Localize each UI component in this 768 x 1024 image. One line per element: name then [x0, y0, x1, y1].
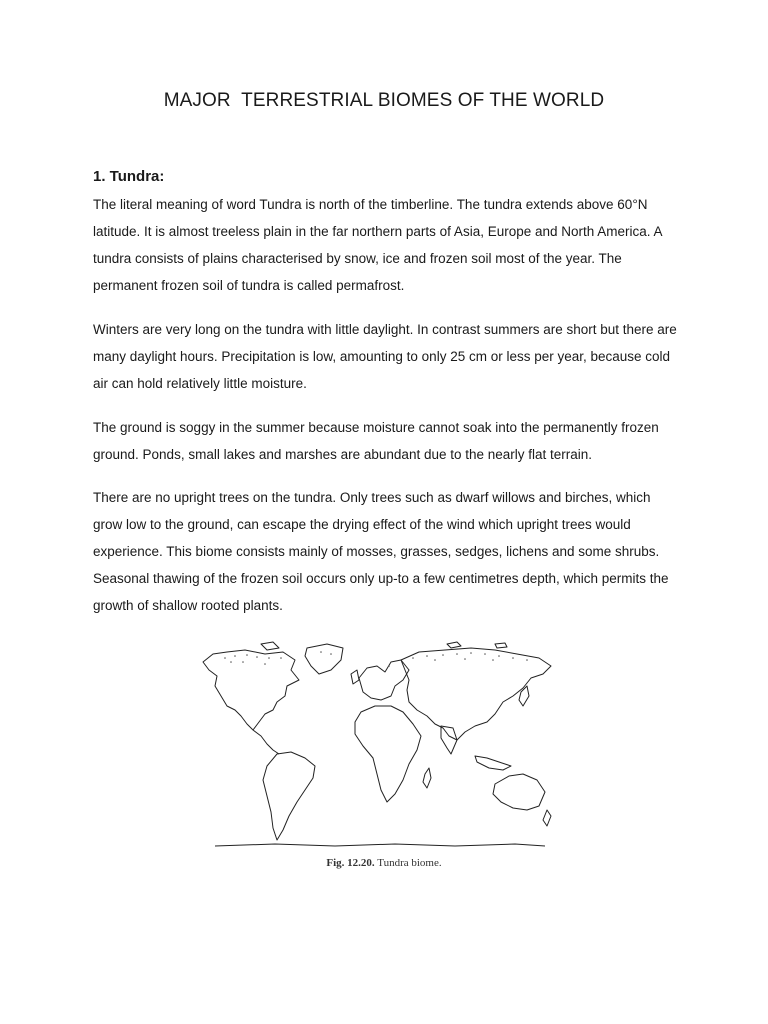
figure-caption	[0, 857, 768, 869]
world-map-figure	[195, 640, 557, 850]
madagascar-outline	[423, 768, 431, 788]
indonesia-outline	[475, 756, 511, 770]
japan-outline	[519, 686, 529, 706]
greenland-outline	[305, 644, 343, 674]
paragraph-3: The ground is soggy in the summer because moisture cannot soak into the permanently frozen ground. Ponds, small lakes and marshes are abundant due to the nearly flat terrain.	[93, 420, 659, 462]
new-zealand-outline	[543, 810, 551, 826]
paragraph-1: The literal meaning of word Tundra is north of the timberline. The tundra extends above 60°N latitude. It is almost treeless plain in the far northern parts of Asia, Europe and North America. A tundra consists of plains characterised by snow, ice and frozen soil most of the year. The permanent frozen soil of tundra is called permafrost.	[93, 197, 662, 293]
australia-outline	[493, 774, 545, 810]
british-isles-outline	[351, 670, 359, 684]
north-america-outline	[203, 650, 299, 730]
section-heading-tundra: 1. Tundra:	[93, 168, 165, 185]
antarctica-outline	[215, 844, 545, 846]
page-title: MAJOR TERRESTRIAL BIOMES OF THE WORLD	[163, 90, 605, 111]
paragraph-4: There are no upright trees on the tundra. Only trees such as dwarf willows and birches, which grow low to the ground, can escape the drying effect of the wind which upright trees would experience. This biome consists mainly of mosses, grasses, sedges, lichens and some shrubs. Seasonal thawing of the frozen soil occurs only up-to a few centimetres depth, which permits the growth of shallow rooted plants.	[93, 490, 669, 613]
africa-outline	[355, 706, 421, 802]
figure-caption-number: Fig. 12.20.	[326, 857, 375, 869]
india-outline	[441, 726, 457, 754]
arctic-islands-outline	[261, 642, 507, 650]
central-america-outline	[253, 730, 279, 754]
south-america-outline	[263, 752, 315, 840]
paragraph-2: Winters are very long on the tundra with little daylight. In contrast summers are short but there are many daylight hours. Precipitation is low, amounting to only 25 cm or less per year, because cold air can hold relatively little moisture.	[93, 322, 677, 391]
figure-caption-text: Tundra biome.	[377, 857, 442, 869]
world-map-outline	[195, 640, 557, 850]
europe-outline	[359, 660, 409, 700]
